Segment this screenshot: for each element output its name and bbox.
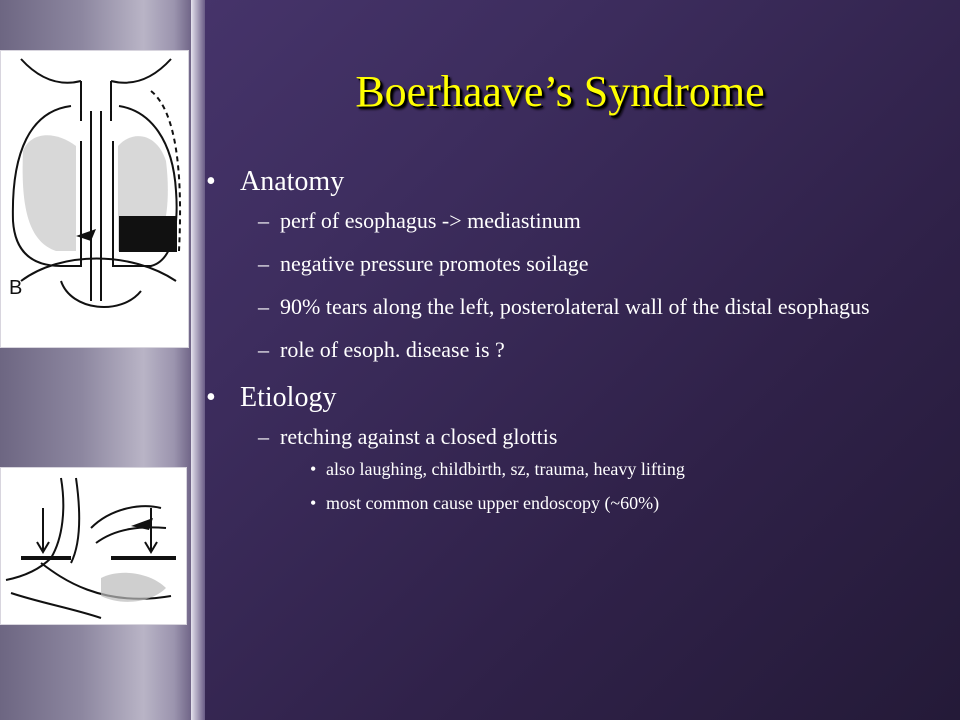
esophagus-drawing (1, 468, 186, 624)
list-item: – negative pressure promotes soilage (240, 249, 930, 278)
list-item: – perf of esophagus -> mediastinum (240, 206, 930, 235)
section-heading: Anatomy (240, 166, 345, 197)
sub-list-item: • also laughing, childbirth, sz, trauma, heavy lifting (280, 457, 930, 481)
sub-list-item: • most common cause upper endoscopy (~60%) (280, 491, 930, 515)
list-item: – 90% tears along the left, posterolateral wall of the distal esophagus (240, 292, 930, 321)
esophagus-retching-illustration (0, 467, 187, 625)
section-anatomy (200, 162, 930, 364)
list-item-text: retching against a closed glottis (280, 424, 558, 449)
figure-label-b: B (9, 277, 23, 299)
list-item: – role of esoph. disease is ? (240, 335, 930, 364)
section-heading: Etiology (240, 382, 337, 413)
chest-anatomy-illustration (0, 50, 189, 348)
bullet-list (200, 162, 930, 529)
anatomy-points (240, 206, 930, 364)
etiology-subpoints (280, 457, 930, 515)
slide-title: Boerhaave’s Syndrome (355, 67, 765, 116)
section-etiology (200, 378, 930, 515)
list-item (240, 422, 930, 515)
etiology-points (240, 422, 930, 515)
chest-anatomy-drawing (1, 51, 188, 347)
